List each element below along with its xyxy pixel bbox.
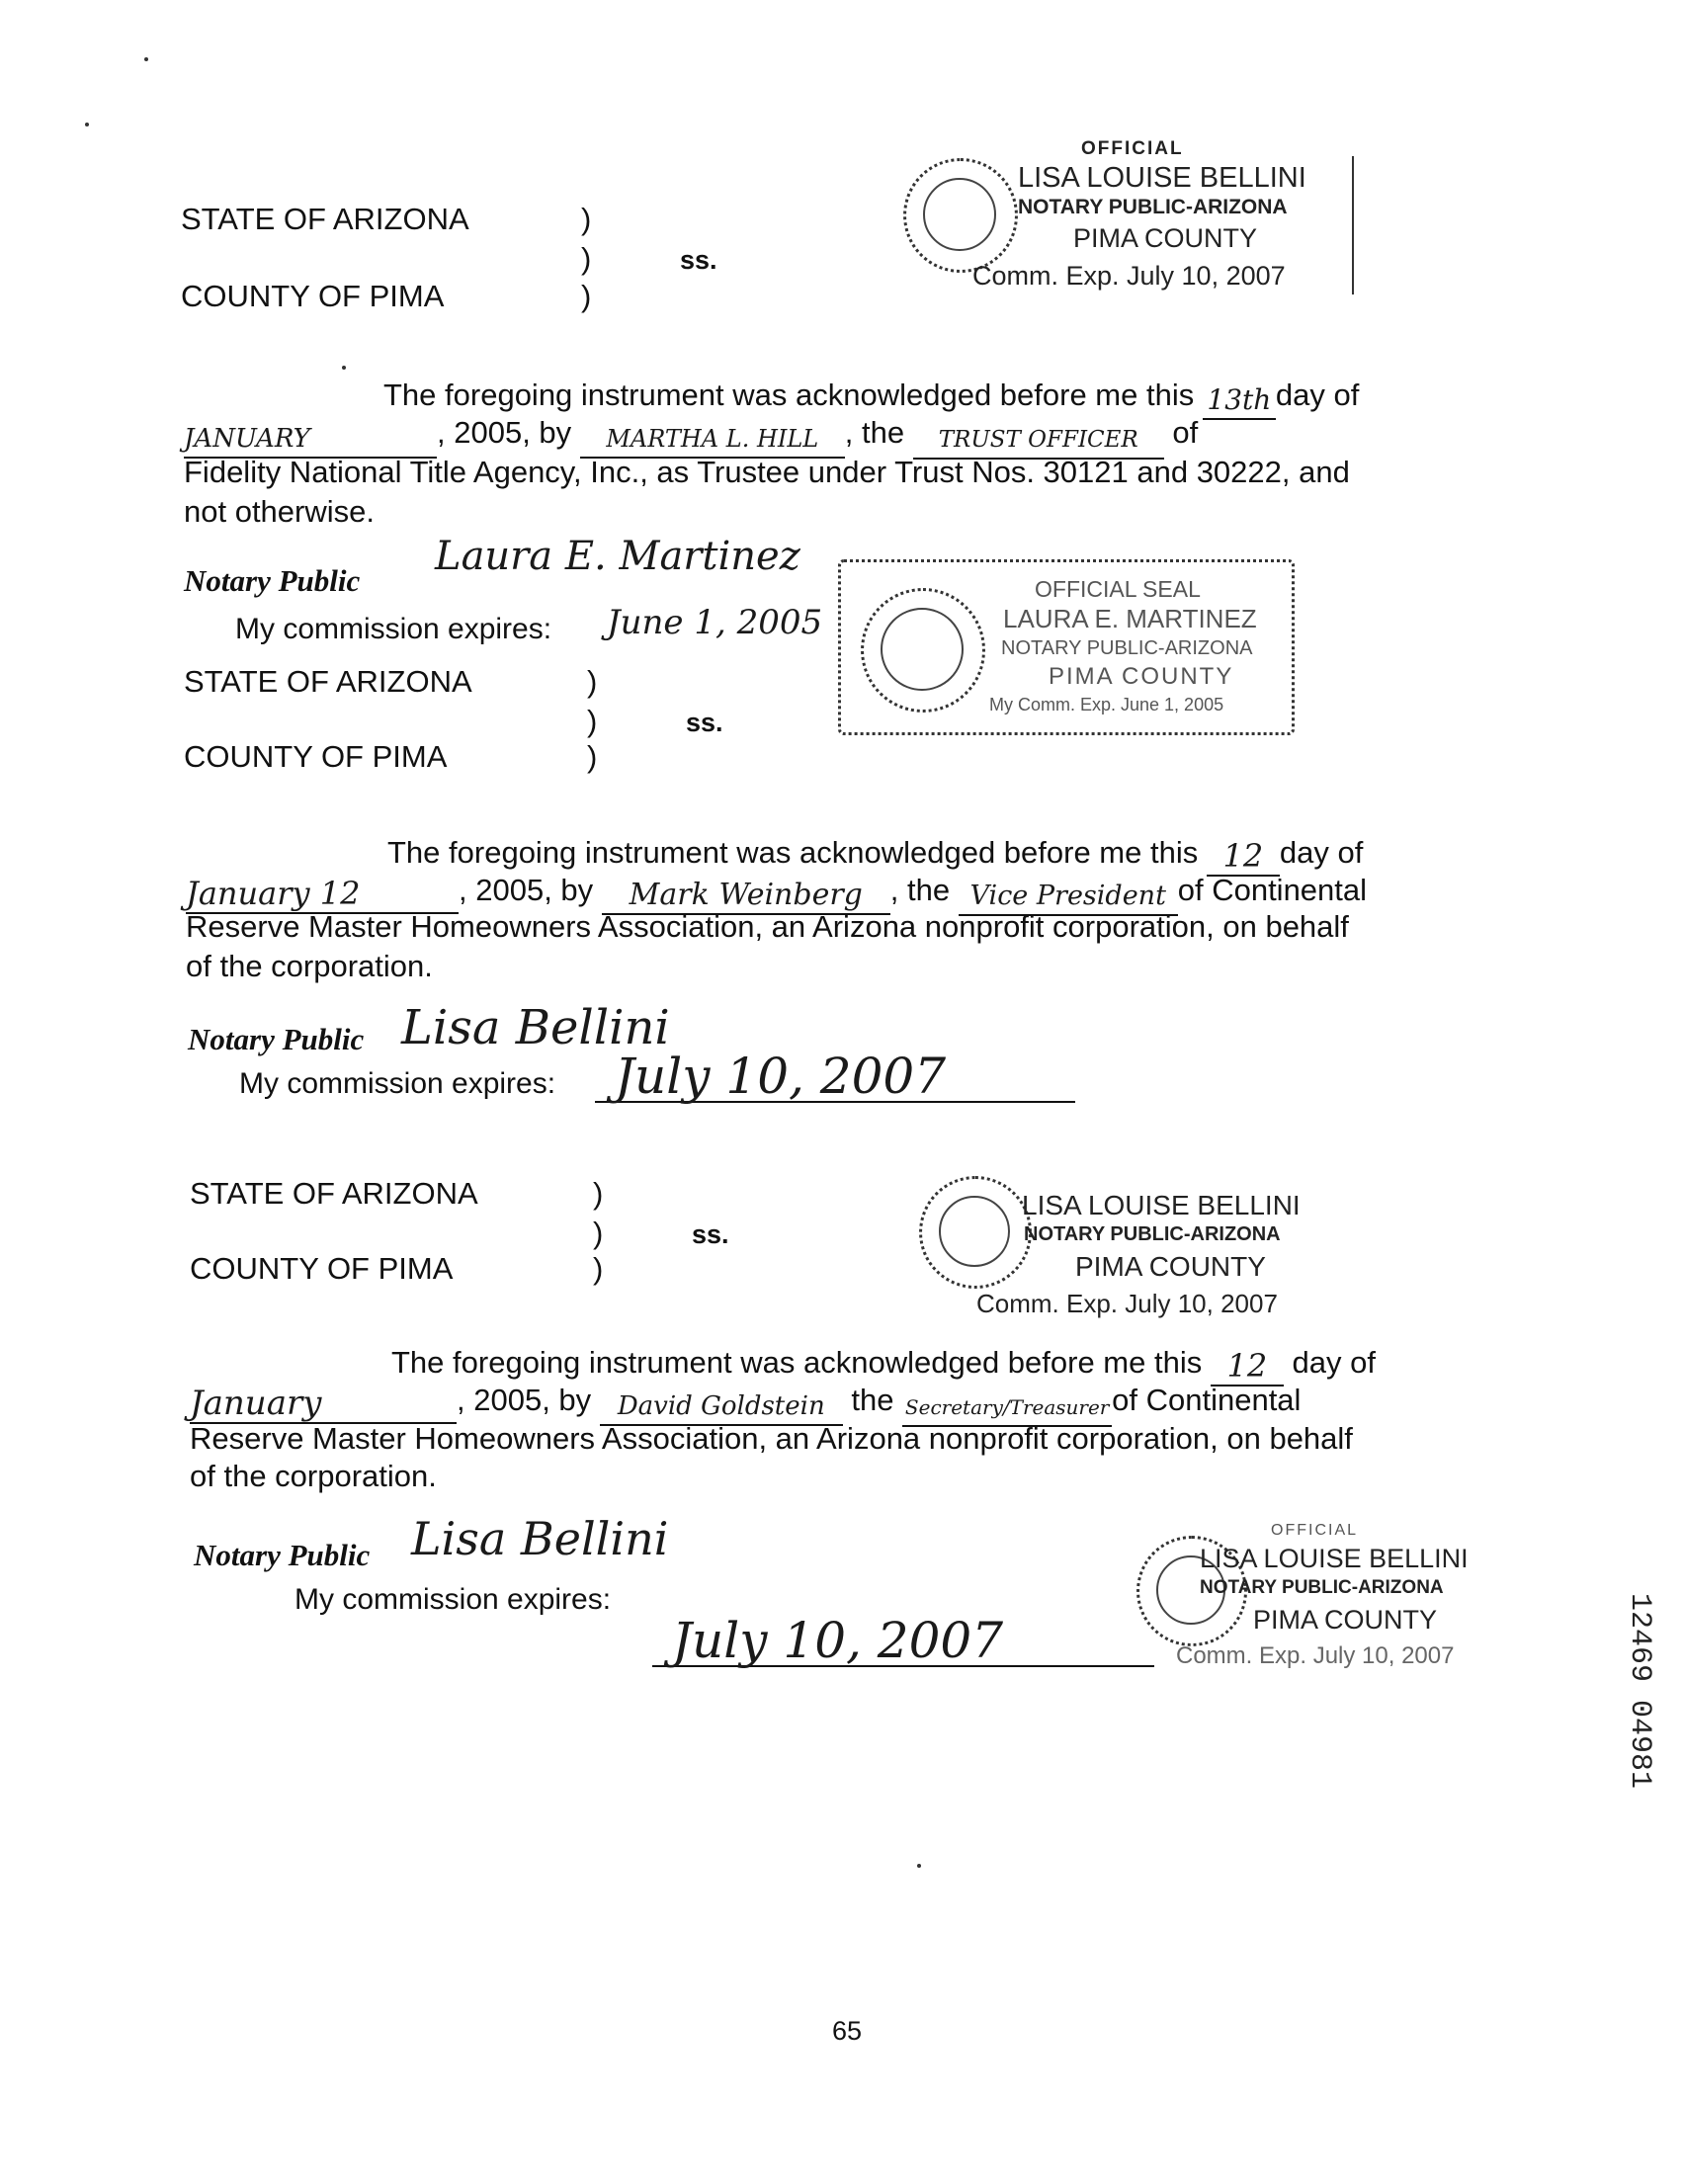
notary-signature: Laura E. Martinez: [435, 534, 800, 579]
commission-label: My commission expires:: [294, 1583, 612, 1616]
ack-year-by: , 2005, by: [437, 415, 572, 450]
paren: ): [593, 1216, 604, 1250]
stamp-official: OFFICIAL: [1271, 1522, 1359, 1539]
day-blank: [1203, 374, 1276, 420]
notary-public-label: Notary Public: [194, 1538, 371, 1572]
stamp-name: LISA LOUISE BELLINI: [1022, 1190, 1301, 1220]
commission-date: July 10, 2007: [672, 1612, 1004, 1669]
stamp-title: NOTARY PUBLIC-ARIZONA: [1200, 1577, 1444, 1598]
ack-line-4: not otherwise.: [184, 494, 375, 529]
ack-of: of: [1172, 415, 1199, 450]
stamp-title: NOTARY PUBLIC-ARIZONA: [1018, 196, 1288, 218]
stamp-official: OFFICIAL: [1081, 138, 1184, 159]
stamp-name: LISA LOUISE BELLINI: [1200, 1544, 1469, 1573]
notary-public-label: Notary Public: [188, 1022, 365, 1056]
state-label: STATE OF ARIZONA: [190, 1176, 478, 1211]
page-number: 65: [832, 2016, 863, 2046]
notary-signature: Lisa Bellini: [411, 1512, 669, 1565]
notary-stamp-bellini-2: [909, 1176, 1360, 1322]
stamp-county: PIMA COUNTY: [1075, 1251, 1266, 1282]
stamp-county: PIMA COUNTY: [1049, 663, 1234, 690]
ack-of-rest: of Continental: [1112, 1383, 1302, 1417]
stamp-title: NOTARY PUBLIC-ARIZONA: [1001, 637, 1253, 659]
stamp-exp: Comm. Exp. July 10, 2007: [976, 1289, 1278, 1318]
stamp-name: LAURA E. MARTINEZ: [1003, 604, 1257, 633]
notary-stamp-bellini-1: [899, 138, 1354, 298]
commission-label: My commission expires:: [235, 613, 552, 645]
state-label: STATE OF ARIZONA: [181, 202, 469, 236]
day-value: 12: [1226, 1347, 1268, 1385]
ss-label: ss.: [692, 1219, 729, 1249]
paren: ): [587, 664, 598, 699]
stamp-exp: My Comm. Exp. June 1, 2005: [989, 695, 1224, 714]
stamp-county: PIMA COUNTY: [1073, 223, 1258, 253]
paren: ): [593, 1251, 604, 1286]
ack-year-by: , 2005, by: [457, 1383, 592, 1417]
notary-stamp-bellini-3: [1136, 1522, 1532, 1680]
day-value: 13th: [1207, 383, 1272, 416]
commission-label: My commission expires:: [239, 1067, 556, 1100]
county-label: COUNTY OF PIMA: [190, 1251, 454, 1286]
speck: [342, 366, 346, 370]
speck: [917, 1864, 921, 1868]
ack-of-rest: of Continental: [1177, 873, 1368, 907]
person-value: Mark Weinberg: [629, 878, 863, 912]
paren: ): [581, 241, 592, 276]
ack-lead: The foregoing instrument was acknowledged before me this: [391, 1345, 1203, 1380]
role-value: Secretary/Treasurer: [904, 1395, 1110, 1419]
ack-line-3: Fidelity National Title Agency, Inc., as Trustee under Trust Nos. 30121 and 30222, and: [184, 455, 1350, 489]
ack-line-3: Reserve Master Homeowners Association, an Arizona nonprofit corporation, on behalf: [190, 1421, 1353, 1456]
role-value: Vice President: [969, 881, 1166, 911]
county-label: COUNTY OF PIMA: [181, 279, 445, 313]
ack-the: , the: [844, 415, 905, 450]
stamp-name: LISA LOUISE BELLINI: [1018, 162, 1306, 194]
ack-day-of: day of: [1275, 378, 1360, 412]
ack-line-3: Reserve Master Homeowners Association, an Arizona nonprofit corporation, on behalf: [186, 909, 1349, 944]
ack-lead: The foregoing instrument was acknowledged before me this: [383, 378, 1195, 412]
ack-line-4: of the corporation.: [186, 949, 433, 983]
ack-the: the: [851, 1383, 894, 1417]
stamp-county: PIMA COUNTY: [1253, 1605, 1438, 1635]
seal-emblem-inner: [923, 178, 996, 251]
person-value: MARTHA L. HILL: [606, 425, 819, 453]
seal-emblem-inner: [881, 608, 964, 691]
month-value: JANUARY: [184, 424, 310, 454]
speck: [144, 57, 148, 61]
ack-the: , the: [889, 873, 951, 907]
paren: ): [581, 279, 592, 313]
stamp-title: NOTARY PUBLIC-ARIZONA: [1024, 1223, 1281, 1245]
person-value: David Goldstein: [617, 1391, 825, 1421]
notary-signature: Lisa Bellini: [401, 1000, 670, 1055]
notary-public-label: Notary Public: [184, 563, 361, 598]
commission-date: June 1, 2005: [607, 603, 823, 642]
commission-date-blank: [652, 1612, 1154, 1669]
stamp-exp: Comm. Exp. July 10, 2007: [972, 261, 1286, 291]
commission-date: July 10, 2007: [615, 1048, 947, 1105]
ack-day-of: day of: [1292, 1345, 1376, 1380]
day-value: 12: [1222, 837, 1264, 875]
stamp-exp: Comm. Exp. July 10, 2007: [1176, 1642, 1455, 1669]
month-value: January: [190, 1384, 322, 1423]
ack-day-of: day of: [1279, 835, 1364, 870]
notary-stamp-martinez: [838, 559, 1295, 735]
stamp-border: [1352, 156, 1354, 294]
ack-year-by: , 2005, by: [459, 873, 594, 907]
stamp-official: OFFICIAL SEAL: [1035, 576, 1201, 602]
speck: [85, 123, 89, 126]
ss-label: ss.: [680, 245, 717, 275]
month-value: January 12: [186, 875, 361, 912]
paren: ): [593, 1176, 604, 1211]
paren: ): [587, 739, 598, 774]
paren: ): [587, 704, 598, 738]
seal-emblem-inner: [939, 1196, 1010, 1267]
ack-lead: The foregoing instrument was acknowledged before me this: [387, 835, 1199, 870]
side-document-code: 12469 04981: [1623, 1593, 1656, 1790]
county-label: COUNTY OF PIMA: [184, 739, 448, 774]
ss-label: ss.: [686, 708, 723, 737]
role-value: TRUST OFFICER: [938, 427, 1138, 453]
state-label: STATE OF ARIZONA: [184, 664, 472, 699]
commission-date-blank: [595, 1048, 1075, 1105]
paren: ): [581, 202, 592, 236]
ack-line-4: of the corporation.: [190, 1459, 437, 1493]
